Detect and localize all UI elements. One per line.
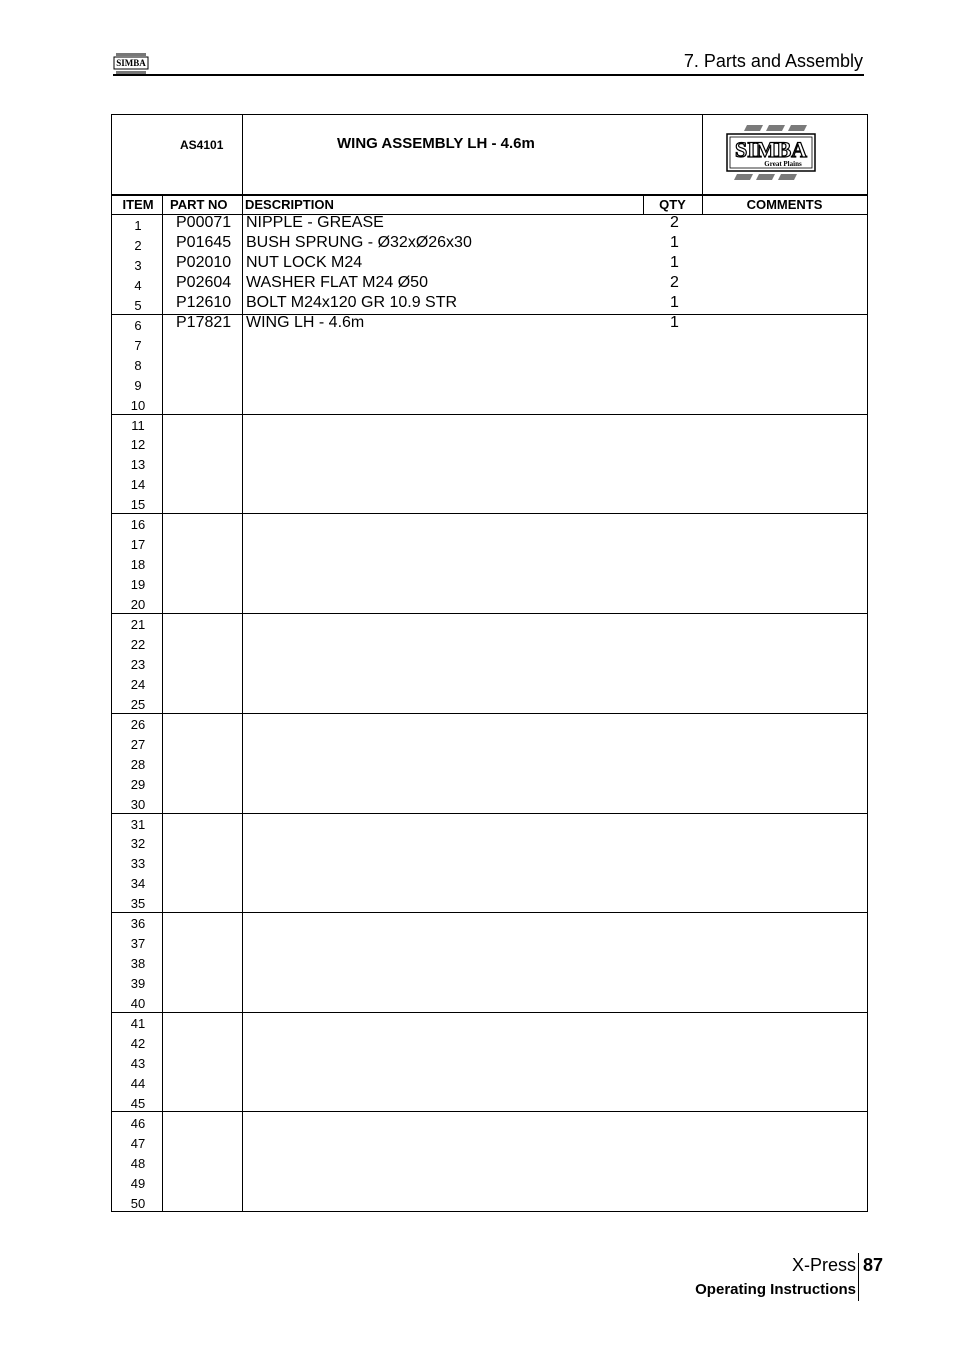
table-row — [112, 693, 867, 713]
item-number: 11 — [131, 417, 145, 433]
item-number: 30 — [130, 796, 146, 812]
part-number: P12610 — [176, 293, 232, 311]
col-header-partno: PART NO — [170, 197, 228, 212]
item-number: 31 — [130, 816, 146, 832]
item-number: 26 — [130, 716, 146, 732]
svg-text:SIMBA: SIMBA — [116, 58, 146, 68]
table-row — [112, 573, 867, 593]
item-number: 7 — [134, 337, 142, 353]
item-number: 46 — [130, 1115, 146, 1131]
part-description: NUT LOCK M24 — [246, 253, 363, 271]
item-number: 32 — [130, 836, 146, 852]
table-row — [112, 912, 867, 932]
item-number: 6 — [134, 317, 142, 333]
part-quantity: 1 — [670, 313, 679, 331]
table-row — [112, 793, 867, 813]
item-number: 37 — [130, 936, 146, 952]
item-number: 17 — [130, 537, 146, 553]
table-row — [112, 274, 867, 294]
table-row — [112, 1032, 867, 1052]
table-row — [112, 753, 867, 773]
parts-table — [111, 114, 868, 1212]
item-number: 10 — [130, 397, 146, 413]
simba-logo — [725, 125, 817, 186]
part-quantity: 2 — [670, 214, 679, 231]
item-number: 25 — [130, 696, 146, 712]
header-simba-logo — [113, 53, 149, 75]
item-number: 44 — [130, 1075, 146, 1091]
table-row — [112, 433, 867, 453]
table-row — [112, 1072, 867, 1092]
footer-subtitle: Operating Instructions — [695, 1281, 856, 1298]
table-row — [112, 1172, 867, 1192]
item-number: 13 — [130, 457, 146, 473]
table-row — [112, 992, 867, 1012]
table-row — [112, 453, 867, 473]
section-title: 7. Parts and Assembly — [683, 51, 863, 71]
item-number: 5 — [134, 297, 142, 313]
table-row — [112, 773, 867, 793]
table-row — [112, 314, 867, 334]
table-row — [112, 214, 867, 234]
part-number: P17821 — [176, 313, 232, 331]
item-number: 43 — [130, 1055, 146, 1071]
col-header-qty: QTY — [659, 197, 686, 212]
item-number: 34 — [130, 876, 146, 892]
item-number: 36 — [130, 916, 146, 932]
item-number: 45 — [130, 1095, 146, 1111]
title-divider-right — [702, 115, 703, 195]
page-number: 87 — [863, 1255, 884, 1275]
item-number: 12 — [130, 437, 146, 453]
item-number: 22 — [130, 636, 146, 652]
item-number: 3 — [134, 257, 142, 273]
part-number: P02010 — [176, 253, 232, 271]
item-number: 23 — [130, 656, 146, 672]
item-number: 33 — [130, 856, 146, 872]
assembly-number: AS4101 — [180, 138, 224, 152]
table-row — [112, 234, 867, 254]
item-number: 50 — [130, 1195, 146, 1211]
table-row — [112, 633, 867, 653]
col-header-item: ITEM — [122, 197, 154, 212]
col-header-description: DESCRIPTION — [245, 197, 334, 212]
part-number: P02604 — [176, 273, 232, 291]
logo-subtitle: Great Plains — [764, 160, 802, 168]
table-row — [112, 832, 867, 852]
table-row — [112, 1192, 867, 1212]
table-row — [112, 673, 867, 693]
item-number: 24 — [130, 676, 146, 692]
item-number: 29 — [130, 776, 146, 792]
table-row — [112, 533, 867, 553]
table-row — [112, 872, 867, 892]
part-description: BUSH SPRUNG - Ø32xØ26x30 — [246, 233, 472, 251]
part-description: WING LH - 4.6m — [246, 313, 365, 331]
item-number: 39 — [130, 976, 146, 992]
item-number: 21 — [130, 617, 146, 632]
item-number: 49 — [130, 1175, 146, 1191]
item-number: 48 — [130, 1155, 146, 1171]
table-row — [112, 294, 867, 314]
logo-wordmark: SIMBA — [734, 137, 808, 162]
table-row — [112, 733, 867, 753]
item-number: 28 — [130, 756, 146, 772]
table-row — [112, 1052, 867, 1072]
table-row — [112, 1152, 867, 1172]
table-row — [112, 613, 867, 633]
item-number: 15 — [130, 497, 146, 513]
table-row — [112, 354, 867, 374]
part-description: WASHER FLAT M24 Ø50 — [246, 273, 428, 291]
table-row — [112, 374, 867, 394]
table-row — [112, 813, 867, 833]
table-row — [112, 414, 867, 434]
item-number: 20 — [130, 597, 146, 613]
item-number: 38 — [130, 956, 146, 972]
col-header-comments: COMMENTS — [746, 197, 823, 212]
item-number: 18 — [130, 557, 146, 573]
table-row — [112, 1012, 867, 1032]
part-description: NIPPLE - GREASE — [246, 214, 384, 231]
table-row — [112, 553, 867, 573]
item-number: 35 — [130, 896, 146, 912]
table-row — [112, 394, 867, 414]
table-row — [112, 713, 867, 733]
item-number: 16 — [130, 517, 146, 533]
item-number: 42 — [130, 1035, 146, 1051]
table-row — [112, 1092, 867, 1112]
header-rule — [113, 74, 864, 76]
item-number: 19 — [130, 577, 146, 593]
item-number: 41 — [130, 1016, 146, 1031]
assembly-title: WING ASSEMBLY LH - 4.6m — [337, 135, 535, 152]
table-row — [112, 892, 867, 912]
part-description: BOLT M24x120 GR 10.9 STR — [246, 293, 458, 311]
table-row — [112, 593, 867, 613]
table-row — [112, 493, 867, 513]
title-block-rule — [112, 194, 867, 196]
part-number: P01645 — [176, 233, 232, 251]
table-row — [112, 1112, 867, 1132]
part-quantity: 2 — [670, 273, 679, 291]
item-number: 40 — [130, 996, 146, 1012]
part-quantity: 1 — [670, 293, 679, 311]
table-row — [112, 473, 867, 493]
table-row — [112, 1132, 867, 1152]
table-row — [112, 513, 867, 533]
part-quantity: 1 — [670, 233, 679, 251]
table-row — [112, 972, 867, 992]
table-row — [112, 334, 867, 354]
title-divider-left — [242, 115, 243, 195]
table-row — [112, 932, 867, 952]
footer-product: X-Press — [791, 1255, 856, 1275]
table-row — [112, 852, 867, 872]
table-row — [112, 653, 867, 673]
table-row — [112, 952, 867, 972]
part-quantity: 1 — [670, 253, 679, 271]
item-number: 2 — [134, 237, 142, 253]
item-number: 47 — [130, 1135, 146, 1151]
item-number: 14 — [130, 477, 146, 493]
item-number: 1 — [134, 218, 142, 233]
table-row — [112, 254, 867, 274]
part-number: P00071 — [176, 214, 232, 231]
item-number: 9 — [134, 377, 142, 393]
item-number: 8 — [134, 357, 142, 373]
item-number: 4 — [134, 277, 142, 293]
footer-divider — [858, 1253, 859, 1301]
item-number: 27 — [130, 736, 146, 752]
